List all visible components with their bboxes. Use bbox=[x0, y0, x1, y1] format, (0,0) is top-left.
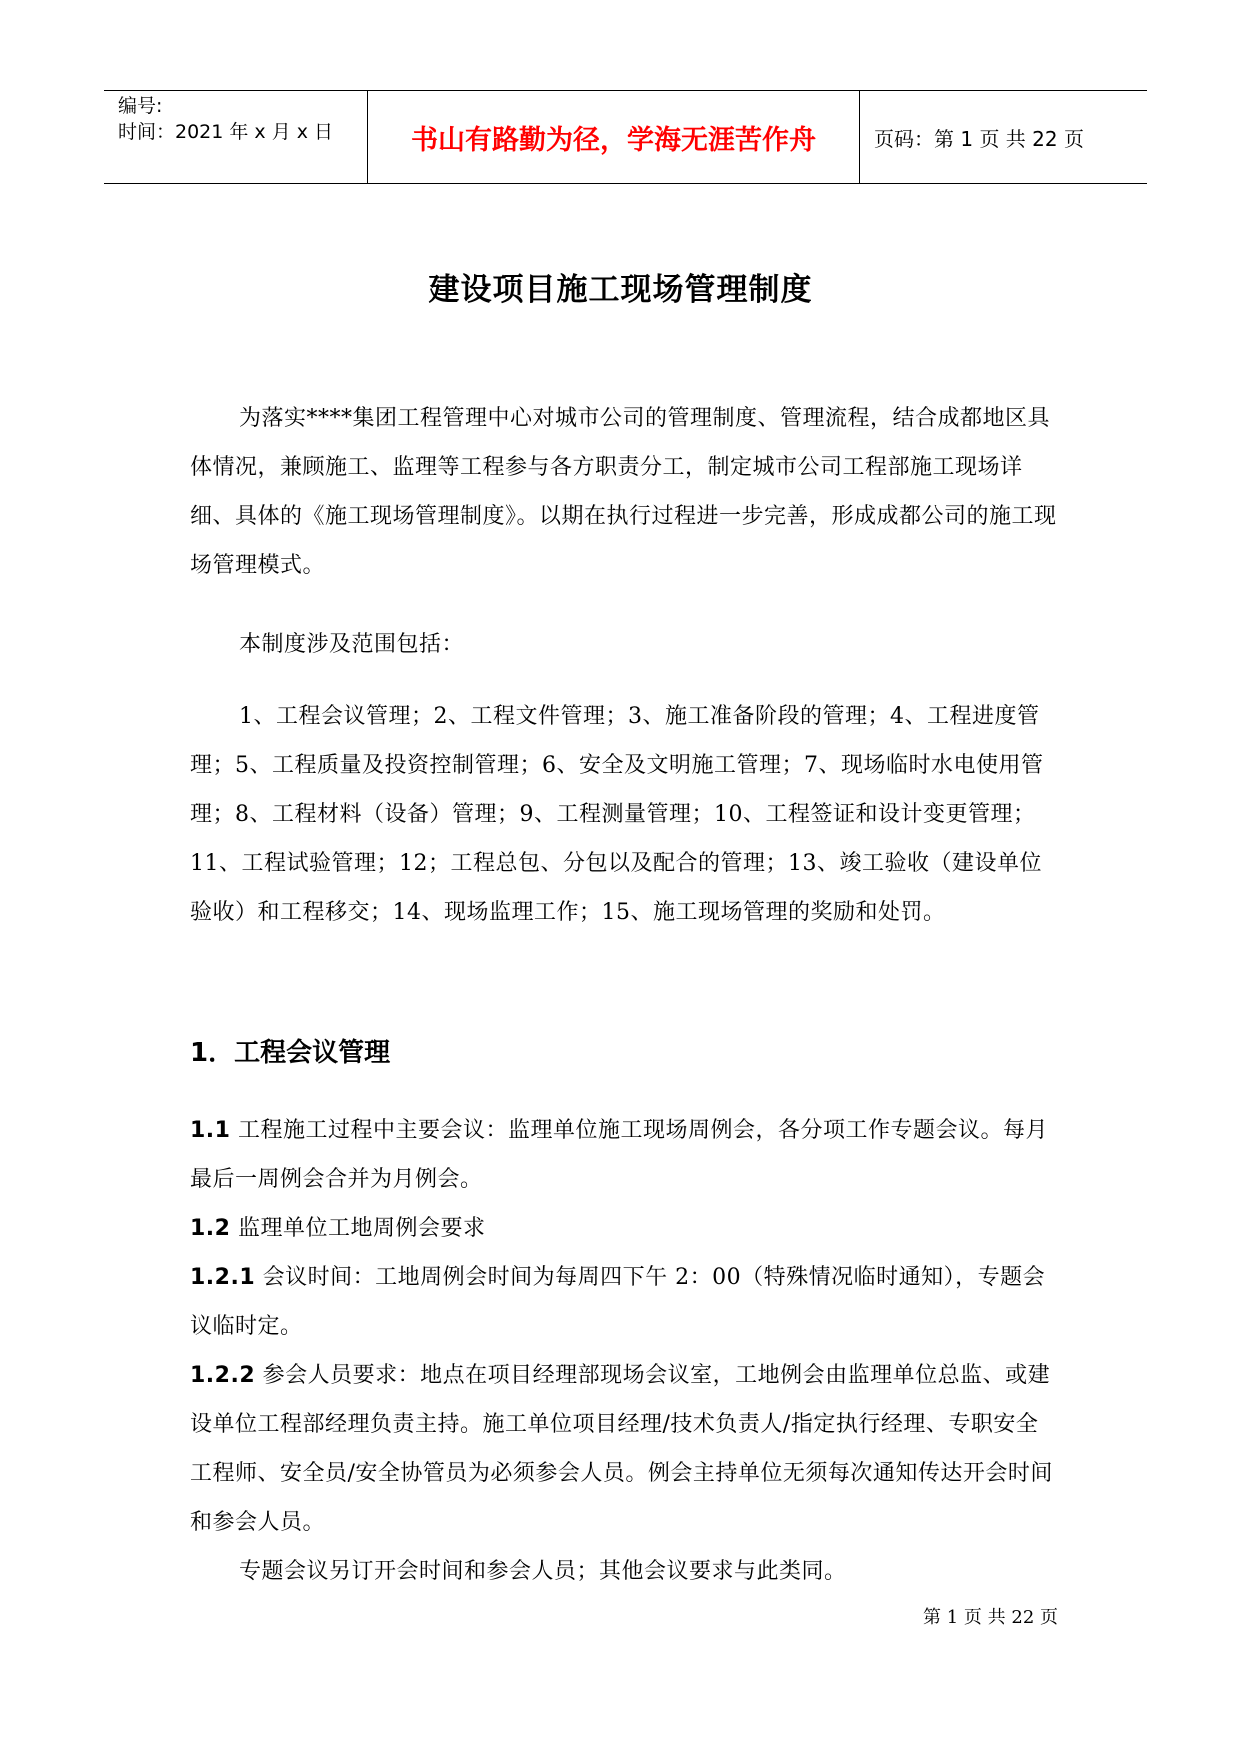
clause-note: 专题会议另订开会时间和参会人员；其他会议要求与此类同。 bbox=[239, 1559, 847, 1584]
header-motto: 书山有路勤为径，学海无涯苦作舟 bbox=[368, 91, 860, 183]
time-label: 时间：2021 年 x 月 x 日 bbox=[118, 121, 334, 143]
page-header bbox=[104, 90, 1147, 184]
document-title: 建设项目施工现场管理制度 bbox=[428, 272, 813, 308]
number-label: 编号: bbox=[118, 95, 163, 117]
page-footer: 第 1 页 共 22 页 bbox=[923, 1607, 1058, 1628]
intro-paragraph-2: 本制度涉及范围包括： bbox=[239, 632, 465, 657]
clause-1-1 bbox=[190, 1106, 1060, 1204]
clause-number: 1.2 bbox=[190, 1216, 231, 1241]
header-page-code: 页码：第 1 页 共 22 页 bbox=[874, 126, 1084, 151]
clause-number: 1.2.2 bbox=[190, 1363, 256, 1388]
clause-text: 监理单位工地周例会要求 bbox=[230, 1216, 486, 1241]
clause-1-2 bbox=[190, 1204, 1060, 1253]
header-info bbox=[104, 91, 368, 183]
clause-text: 参会人员要求：地点在项目经理部现场会议室，工地例会由监理单位总监、或建设单位工程部经理负责主持。施工单位项目经理/技术负责人/指定执行经理、专职安全工程师、安全员/安全协管员为必须参会人员。例会主持单位无须每次通知传达开会时间和参会人员。 bbox=[190, 1363, 1053, 1535]
intro-paragraph-1: 为落实****集团工程管理中心对城市公司的管理制度、管理流程，结合成都地区具体情况，兼顾施工、监理等工程参与各方职责分工，制定城市公司工程部施工现场详细、具体的《施工现场管理制度》。以期在执行过程进一步完善，形成成都公司的施工现场管理模式。 bbox=[190, 406, 1057, 578]
clause-number: 1.1 bbox=[190, 1118, 231, 1143]
clause-1-2-2 bbox=[190, 1351, 1060, 1547]
intro-paragraph-3: 1、工程会议管理；2、工程文件管理；3、施工准备阶段的管理；4、工程进度管理；5、工程质量及投资控制管理；6、安全及文明施工管理；7、现场临时水电使用管理；8、工程材料（设备）管理；9、工程测量管理；10、工程签证和设计变更管理；11、工程试验管理；12；工程总包、分包以及配合的管理；13、竣工验收（建设单位验收）和工程移交；14、现场监理工作；15、施工现场管理的奖励和处罚。 bbox=[190, 704, 1044, 925]
clause-text: 工程施工过程中主要会议：监理单位施工现场周例会，各分项工作专题会议。每月最后一周例会合并为月例会。 bbox=[190, 1118, 1048, 1192]
clause-number: 1.2.1 bbox=[190, 1265, 256, 1290]
clause-1-2-1 bbox=[190, 1253, 1060, 1351]
section-heading: 1．工程会议管理 bbox=[190, 1038, 391, 1068]
clause-text: 会议时间：工地周例会时间为每周四下午 2：00（特殊情况临时通知），专题会议临时定。 bbox=[190, 1265, 1046, 1339]
